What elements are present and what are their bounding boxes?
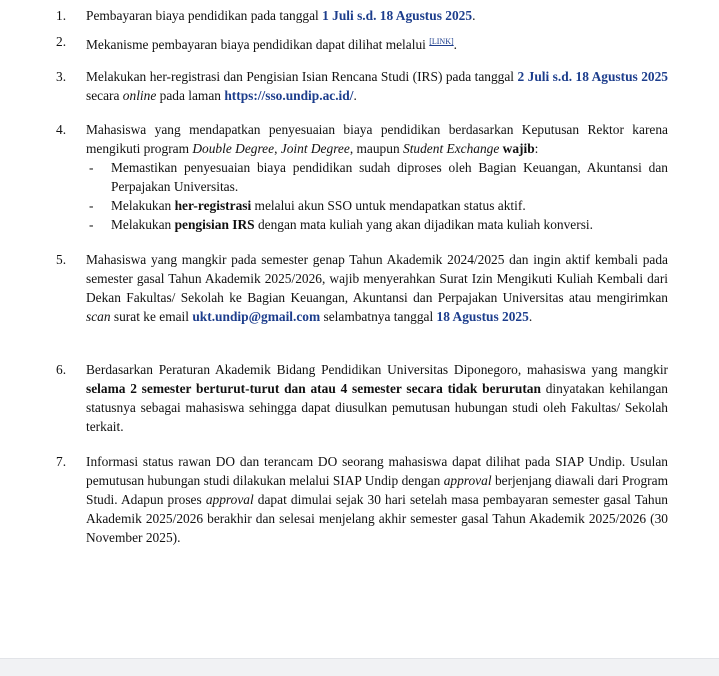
list-item-7 xyxy=(56,452,668,547)
list-item-5 xyxy=(56,250,668,326)
sub-item-1 xyxy=(89,158,668,196)
text-segment: melalui akun SSO untuk mendapatkan status aktif. xyxy=(251,198,526,213)
text-segment: scan xyxy=(86,309,111,324)
text-segment: her-registrasi xyxy=(174,198,252,213)
text-segment: dinyatakan kehilangan statusnya sebagai mahasiswa sehingga dapat diusulkan pemutusan hubungan studi oleh Fakultas/ Sekolah terkait. xyxy=(86,381,668,434)
item-text xyxy=(86,360,668,436)
text-segment: . xyxy=(528,309,533,324)
item-number: 7. xyxy=(56,454,67,469)
item-text xyxy=(86,250,668,326)
dash-bullet: - xyxy=(89,160,94,175)
item-number: 2. xyxy=(56,34,67,49)
sub-item-2 xyxy=(89,196,668,215)
text-segment: Double Degree xyxy=(192,141,275,156)
text-segment: , xyxy=(274,141,281,156)
text-segment: approval xyxy=(443,473,492,488)
item-number: 4. xyxy=(56,122,67,137)
text-segment: Melakukan xyxy=(111,217,175,232)
text-segment: wajib xyxy=(502,141,535,156)
item-text xyxy=(86,120,668,158)
registration-date-range: 2 Juli s.d. 18 Agustus 2025 xyxy=(517,69,668,84)
text-segment: Informasi status rawan DO dan terancam DO seorang mahasiswa dapat dilihat pada SIAP Undip. Usulan pemutusan hubungan studi dilakukan melalui SIAP Undip dengan xyxy=(86,454,668,488)
item-text xyxy=(86,6,668,25)
text-segment: dengan mata kuliah yang akan dijadikan mata kuliah konversi. xyxy=(254,217,593,232)
list-item-2 xyxy=(56,32,668,54)
text-segment: . xyxy=(472,8,476,23)
item-text xyxy=(86,452,668,547)
text-segment: online xyxy=(122,88,157,103)
list-item-4 xyxy=(56,120,668,234)
text-segment: Melakukan her-registrasi dan Pengisian Isian Rencana Studi (IRS) pada tanggal xyxy=(86,69,518,84)
deadline-date: 18 Agustus 2025 xyxy=(436,309,529,324)
text-segment: selambatnya tanggal xyxy=(320,309,437,324)
text-segment: : xyxy=(534,141,539,156)
text-segment: secara xyxy=(86,88,123,103)
sso-url-link[interactable]: https://sso.undip.ac.id/ xyxy=(224,88,354,103)
item-number: 1. xyxy=(56,8,67,23)
text-segment: Joint Degree xyxy=(280,141,350,156)
text-segment: . xyxy=(453,37,458,52)
list-item-1 xyxy=(56,6,668,25)
item-number: 6. xyxy=(56,362,67,377)
text-segment: Berdasarkan Peraturan Akademik Bidang Pendidikan Universitas Diponegoro, mahasiswa yang mangkir xyxy=(86,362,668,377)
sub-item-3 xyxy=(89,215,668,234)
page-footer-bar xyxy=(0,658,719,676)
text-segment: pada laman xyxy=(156,88,225,103)
text-segment: Mekanisme pembayaran biaya pendidikan dapat dilihat melalui xyxy=(86,37,430,52)
item-number: 3. xyxy=(56,69,67,84)
payment-mechanism-link[interactable]: [LINK] xyxy=(429,37,454,46)
text-segment: surat ke email xyxy=(110,309,193,324)
text-segment: approval xyxy=(205,492,254,507)
payment-date-range: 1 Juli s.d. 18 Agustus 2025 xyxy=(322,8,473,23)
dash-bullet: - xyxy=(89,198,94,213)
text-segment: Mahasiswa yang mendapatkan penyesuaian biaya pendidikan berdasarkan Keputusan Rektor karena mengikuti program xyxy=(86,122,668,156)
text-segment: Pembayaran biaya pendidikan pada tanggal xyxy=(86,8,323,23)
item-number: 5. xyxy=(56,252,67,267)
item-text xyxy=(86,67,668,105)
text-segment: dapat dimulai sejak 30 hari setelah masa pembayaran semester gasal Tahun Akademik 2025/2026 berakhir dan selesai menjelang akhir semester gasal Tahun Akademik 2025/2026 (30 November 2025). xyxy=(86,492,669,545)
list-item-6 xyxy=(56,360,668,436)
email-link[interactable]: ukt.undip@gmail.com xyxy=(192,309,321,324)
list-item-3 xyxy=(56,67,668,105)
text-segment: . xyxy=(353,88,357,103)
text-segment: pengisian IRS xyxy=(174,217,255,232)
text-segment: selama 2 semester berturut-turut dan atau 4 semester secara tidak berurutan xyxy=(86,381,541,396)
text-segment: berjenjang diawali dari Program Studi. Adapun proses xyxy=(86,473,668,507)
text-segment: Memastikan penyesuaian biaya pendidikan sudah diproses oleh Bagian Keuangan, Akuntansi dan Perpajakan Universitas. xyxy=(111,160,668,194)
text-segment: , maupun xyxy=(349,141,403,156)
text-segment: Student Exchange xyxy=(403,141,500,156)
text-segment: Melakukan xyxy=(111,198,175,213)
text-segment: Mahasiswa yang mangkir pada semester genap Tahun Akademik 2024/2025 dan ingin aktif kembali pada semester gasal Tahun Akademik 2025/2026, wajib menyerahkan Surat Izin Mengikuti Kuliah Kembali dari Dekan Fakultas/ Sekolah ke Bagian Keuangan, Akuntansi dan Perpajakan Universitas atau mengirimkan xyxy=(86,252,668,305)
item-text xyxy=(86,32,668,54)
dash-bullet: - xyxy=(89,217,94,232)
